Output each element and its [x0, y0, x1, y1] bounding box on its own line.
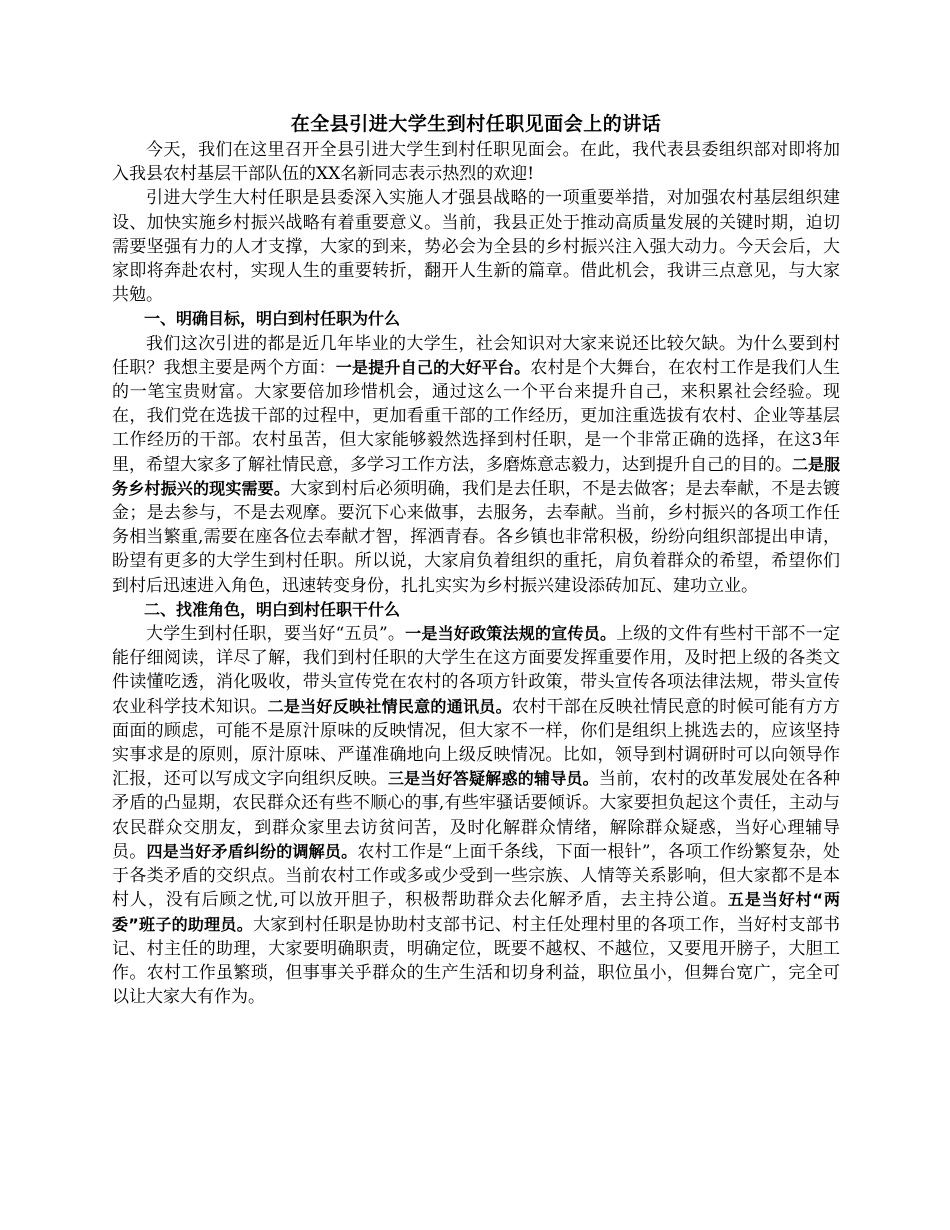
section-heading-2: 二、找准角色，明白到村任职干什么	[144, 599, 401, 619]
background-paragraph: 引进大学生大村任职是县委深入实施人才强县战略的一项重要举措，对加强农村基层组织建设、加快实施乡村振兴战略有着重要意义。当前，我县正处于推动高质量发展的关键时期，迫切需要坚强有力的人才支撑，大家的到来，势必会为全县的乡村振兴注入强大动力。今天会后，大家即将奔赴农村，实现人生的重要转折，翻开人生新的篇章。借此机会，我讲三点意见，与大家共勉。	[112, 188, 840, 306]
body-text: 农村干部在反映社情民意的时候可能有方方面面的顾虑，可能不是原汁原味的反映情况，但大家不一样，你们是组织上挑选去的，应该坚持实事求是的原则，原汁原味、严谨准确地向上级反映情况。比如，领导到村调研时可以向领导作汇报，还可以写成文字向组织反映。	[112, 696, 840, 790]
body-text: 大学生到村任职，要当好“五员”。	[146, 624, 406, 645]
document-page	[112, 112, 840, 1009]
body-text: 大家到村任职是协助村支部书记、村主任处理村里的各项工作，当好村支部书记、村主任的助理，大家要明确职责，明确定位，既要不越权、不越位，又要甩开膀子，大胆工作。农村工作虽繁琐，但事事关乎群众的生产生活和切身利益，职位虽小，但舞台宽广，完全可以让大家大有作为。	[112, 914, 840, 1008]
role-5: 五是当好村“两委”班子的助理员。	[112, 890, 840, 934]
body-text: 农村工作是“上面千条线，下面一根针”，各项工作纷繁复杂，处于各类矛盾的交织点。当前农村工作或多或少受到一些宗族、人情等关系影响，但大家都不是本村人，没有后顾之忧,可以放开胆子，积极帮助群众去化解矛盾，去主持公道。	[112, 841, 840, 911]
section-1-paragraph	[112, 332, 840, 598]
body-text: 农村是个大舞台，在农村工作是我们人生的一笔宝贵财富。大家要倍加珍惜机会，通过这么一个平台来提升自己，来积累社会经验。现在，我们党在选拔干部的过程中，更加看重干部的工作经历，更加注重选拔有农村、企业等基层工作经历的干部。农村虽苦，但大家能够毅然选择到村任职，是一个非常正确的选择，在这3年里，希望大家多了解社情民意，多学习工作方法，多磨炼意志毅力，达到提升自己的目的。	[112, 357, 840, 475]
body-text: 我们这次引进的都是近几年毕业的大学生，社会知识对大家来说还比较欠缺。为什么要到村任职？我想主要是两个方面：	[112, 333, 840, 378]
role-2: 二是当好反映社情民意的通讯员。	[267, 696, 512, 716]
key-point-2: 二是服务乡村振兴的现实需要。	[112, 454, 841, 498]
section-heading-1: 一、明确目标，明白到村任职为什么	[144, 309, 401, 329]
section-2-paragraph	[112, 622, 840, 1009]
role-3: 三是当好答疑解惑的辅导员。	[387, 769, 599, 789]
body-text: 上级的文件有些村干部不一定能仔细阅读，详尽了解，我们到村任职的大学生在这方面要发挥重要作用，及时把上级的各类文件读懂吃透，消化吸收，带头宣传党在农村的各项方针政策，带头宣传各项法律法规，带头宣传农业科学技术知识。	[112, 624, 840, 717]
document-title: 在全县引进大学生到村任职见面会上的讲话	[290, 113, 662, 135]
role-1: 一是当好政策法规的宣传员。	[405, 624, 617, 644]
body-text: 当前，农村的改革发展处在各种矛盾的凸显期，农民群众还有些不顺心的事,有些牢骚话要倾诉。大家要担负起这个责任，主动与农民群众交朋友，到群众家里去访贫问苦，及时化解群众情绪，解除群众疑惑，当好心理辅导员。	[112, 769, 840, 862]
role-4: 四是当好矛盾纠纷的调解员。	[146, 841, 358, 861]
intro-paragraph: 今天，我们在这里召开全县引进大学生到村任职见面会。在此，我代表县委组织部对即将加入我县农村基层干部队伍的XX名新同志表示热烈的欢迎!	[112, 140, 840, 185]
body-text: 大家到村后必须明确，我们是去任职，不是去做客；是去奉献，不是去镀金；是去参与，不是去观摩。要沉下心来做事，去服务，去奉献。当前，乡村振兴的各项工作任务相当繁重,需要在座各位去奉献才智，挥洒青春。各乡镇也非常积极，纷纷向组织部提出申请，盼望有更多的大学生到村任职。所以说，大家肩负着组织的重托，肩负着群众的希望，希望你们到村后迅速进入角色，迅速转变身份，扎扎实实为乡村振兴建设添砖加瓦、建功立业。	[112, 478, 840, 596]
key-point-1: 一是提升自己的大好平台。	[335, 357, 531, 377]
